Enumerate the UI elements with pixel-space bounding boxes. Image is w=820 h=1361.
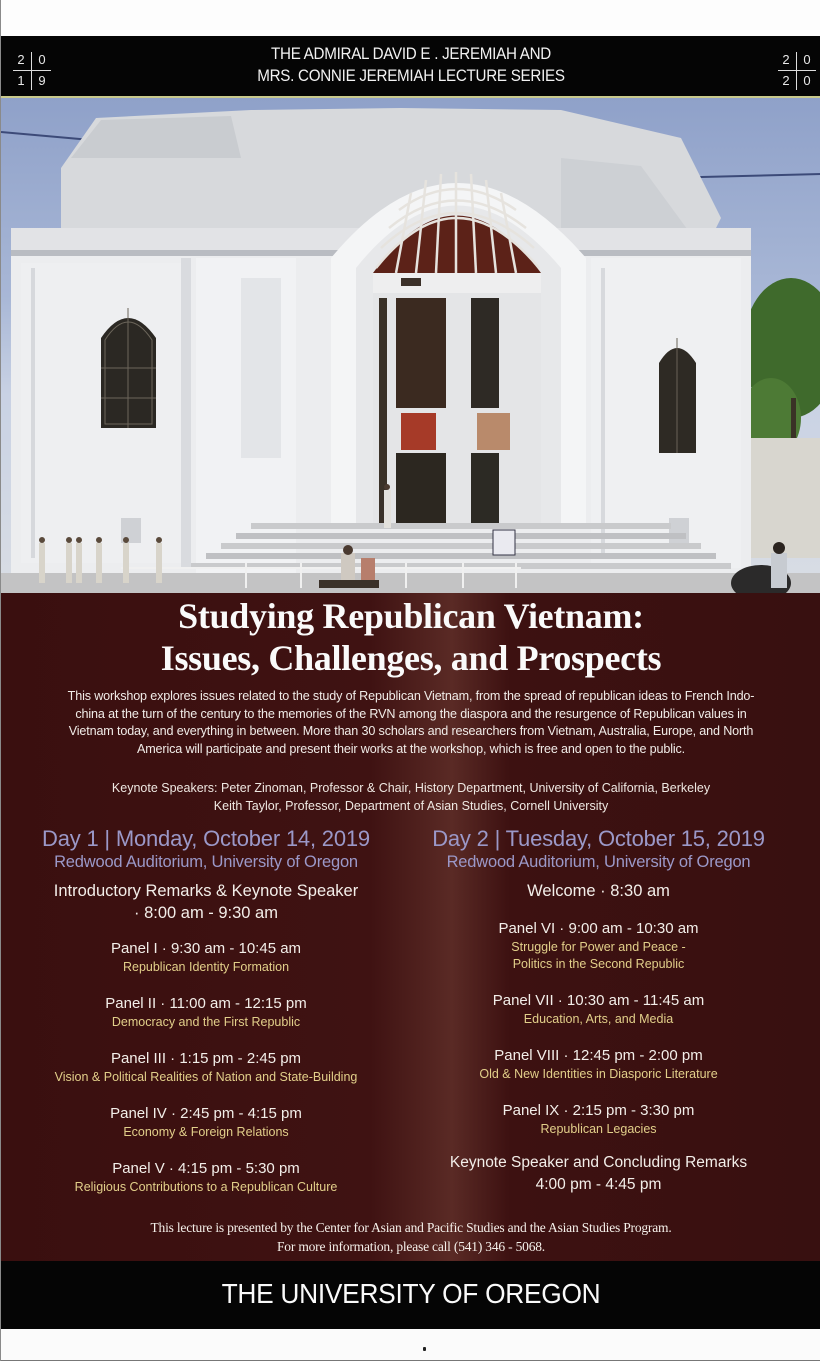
opera-house-photo [1, 98, 820, 593]
panel-8: Panel VIII · 12:45 pm - 2:00 pm Old & New Identities in Diasporic Literature [479, 1047, 718, 1081]
panel-7: Panel VII · 10:30 am - 11:45 am Education, Arts, and Media [492, 992, 705, 1026]
panel-6: Panel VI · 9:00 am - 10:30 am Struggle for Power and Peace - Politics in the Second Republic [498, 920, 699, 971]
year-mark-2020: 2 0 2 0 [776, 50, 818, 92]
event-title: Studying Republican Vietnam: Issues, Challenges, and Prospects [160, 596, 662, 678]
bottom-margin [1, 1329, 820, 1361]
panel-9: Panel IX · 2:15 pm - 3:30 pm Republican Legacies [502, 1102, 695, 1136]
building-illustration [1, 98, 820, 593]
day-1-schedule [6, 826, 406, 1196]
panel-4: Panel IV · 2:45 pm - 4:15 pm Economy & Foreign Relations [110, 1105, 302, 1139]
lecture-series-header [1, 36, 820, 98]
day-2-heading: Day 2 | Tuesday, October 15, 2019 [432, 826, 765, 851]
panel-1: Panel I · 9:30 am - 10:45 am Republican Identity Formation [110, 940, 302, 974]
day-1-venue: Redwood Auditorium, University of Oregon [54, 853, 358, 871]
day-2-schedule [411, 826, 786, 1196]
university-banner [1, 1261, 820, 1329]
day-1-opening: Introductory Remarks & Keynote Speaker · 8:00 am - 9:30 am [53, 882, 359, 922]
event-description: This workshop explores issues related to the study of Republican Vietnam, from the spread of republican ideas to French Indo- china at the turn of the century to the memories of the RVN among the diaspora and the resurgence of Republican values in Vietnam today, and everything in between. More than 30 scholars and researchers from Vietnam, Australia, Europe, and North America will participate and present their works at the workshop, which is free and open to the public. [67, 689, 755, 756]
day-2-welcome: Welcome · 8:30 am [527, 882, 670, 900]
panel-5: Panel V · 4:15 pm - 5:30 pm Religious Contributions to a Republican Culture [74, 1160, 338, 1194]
panel-3: Panel III · 1:15 pm - 2:45 pm Vision & Political Realities of Nation and State-Building [54, 1050, 358, 1084]
keynote-speakers: Keynote Speakers: Peter Zinoman, Professor & Chair, History Department, University of California, Berkeley Keith Taylor, Professor, Department of Asian Studies, Cornell University [111, 781, 711, 813]
series-title: THE ADMIRAL DAVID E . JEREMIAH AND MRS. CONNIE JEREMIAH LECTURE SERIES [257, 45, 565, 85]
event-details-panel [1, 593, 820, 1261]
university-name: THE UNIVERSITY OF OREGON [221, 1278, 601, 1309]
panel-2: Panel II · 11:00 am - 12:15 pm Democracy and the First Republic [105, 995, 307, 1029]
sponsor-note: This lecture is presented by the Center for Asian and Pacific Studies and the Asian Studies Program. For more information, please call (541) 346 - 5068. [150, 1220, 672, 1254]
day-2-closing: Keynote Speaker and Concluding Remarks 4:00 pm - 4:45 pm [449, 1154, 748, 1193]
day-1-heading: Day 1 | Monday, October 14, 2019 [42, 826, 370, 851]
year-mark-2019: 2 0 1 9 [11, 50, 53, 92]
day-2-venue: Redwood Auditorium, University of Oregon [446, 853, 751, 871]
scan-dot [423, 1347, 426, 1351]
top-margin [1, 0, 820, 36]
